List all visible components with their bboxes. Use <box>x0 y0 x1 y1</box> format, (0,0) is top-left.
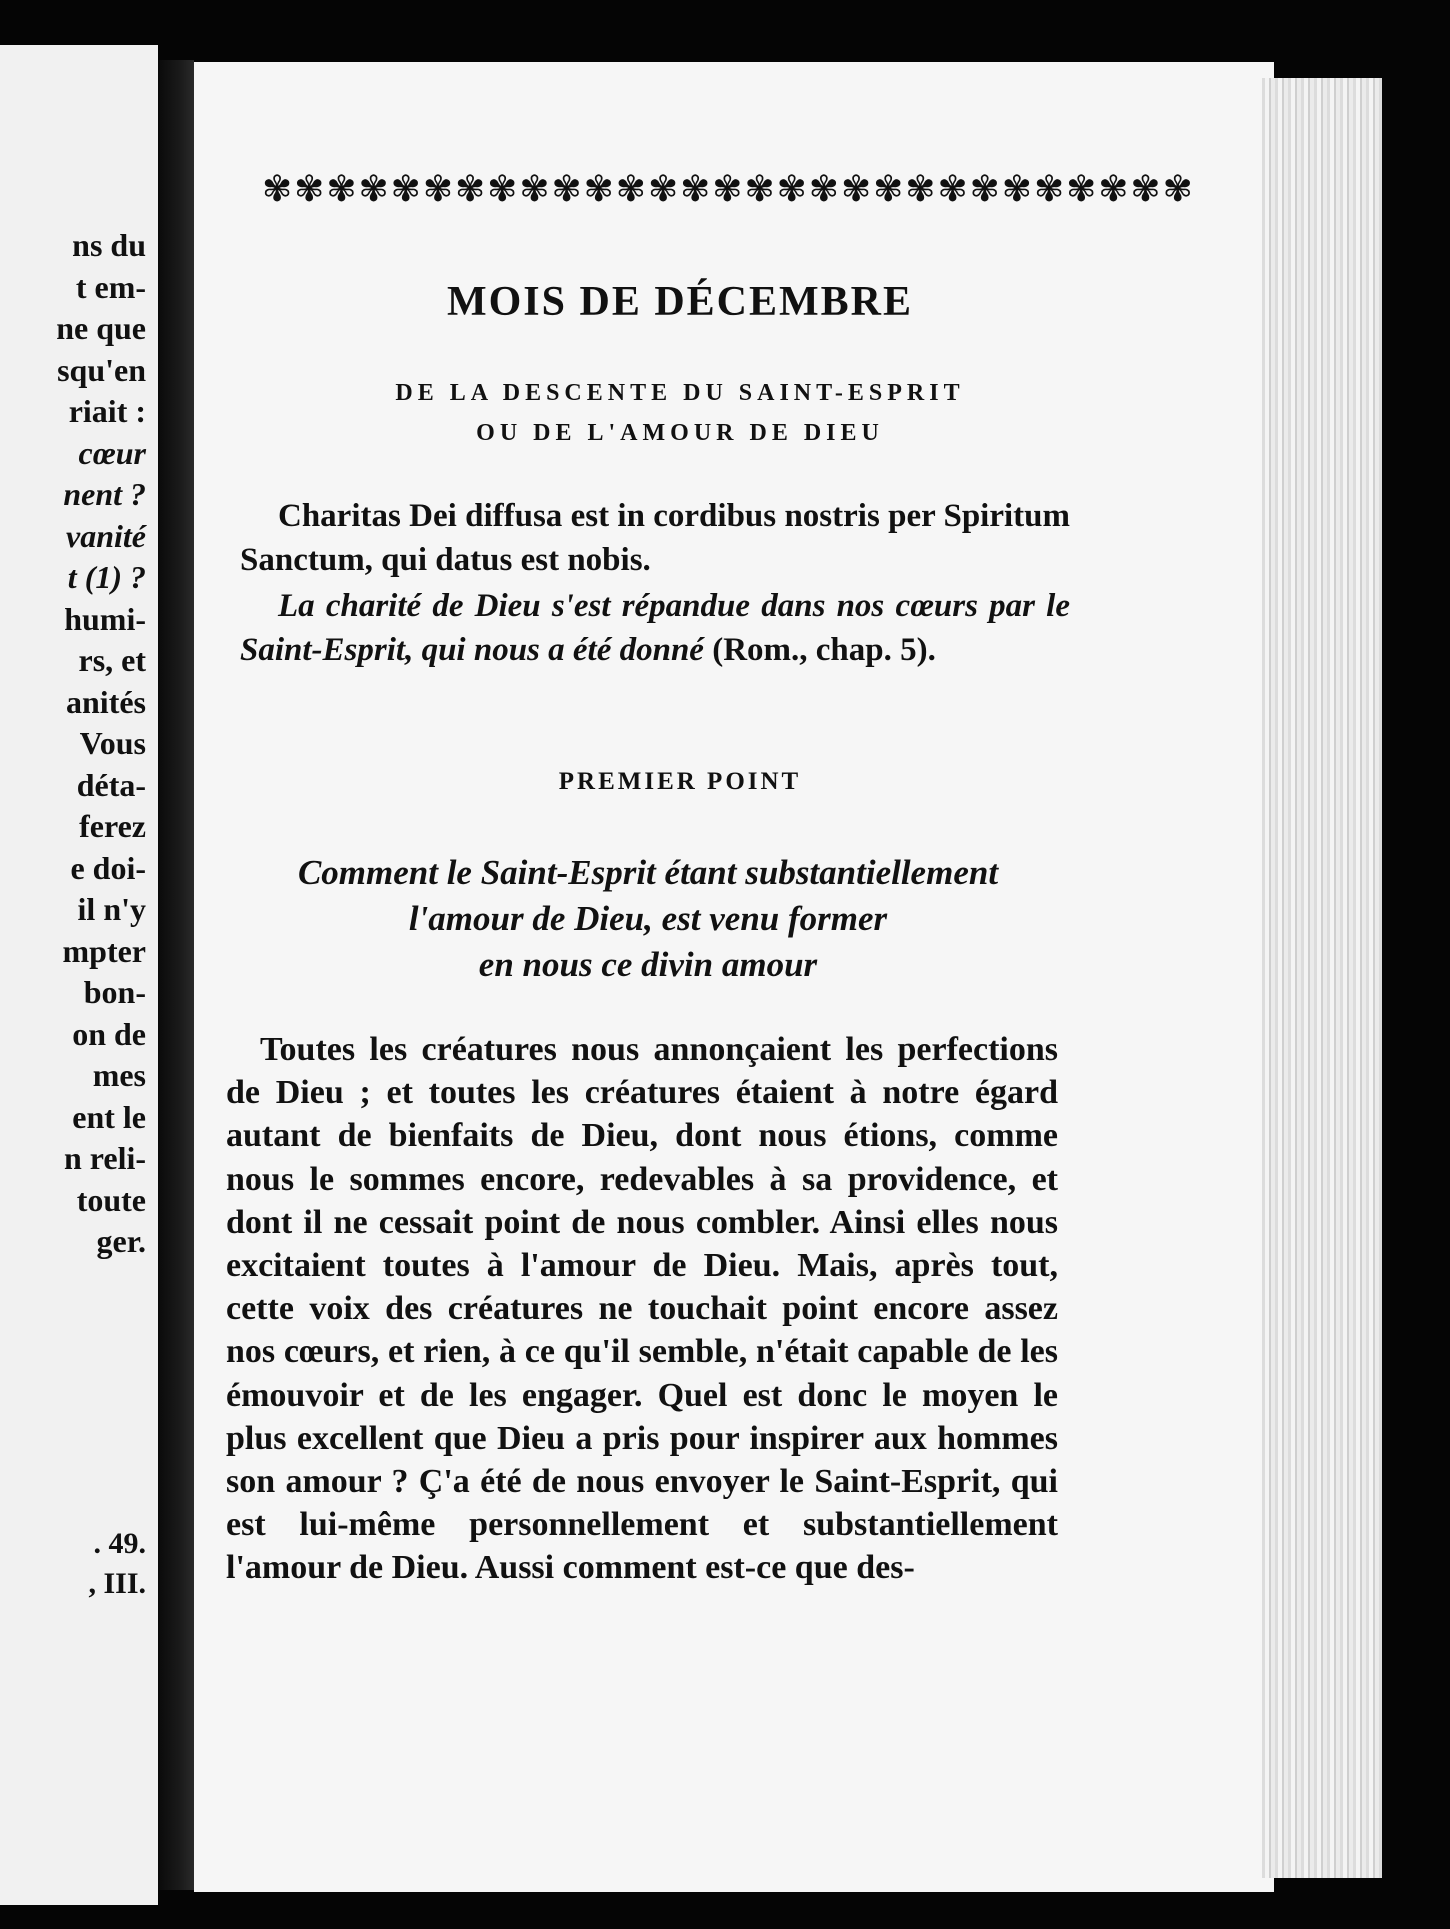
decorative-ornament-band: ✾✾✾✾✾✾✾✾✾✾✾✾✾✾✾✾✾✾✾✾✾✾✾✾✾✾✾✾✾ <box>262 169 1195 209</box>
previous-page-line: ent le <box>72 1098 146 1135</box>
footnote-ref-1: . 49. <box>93 1527 146 1560</box>
previous-page-line: ger. <box>96 1223 146 1259</box>
section-heading: PREMIER POINT <box>558 768 802 795</box>
chapter-subtitle-line-2: OU DE L'AMOUR DE DIEU <box>476 420 884 446</box>
latin-epigraph: Charitas Dei diffusa est in cordibus nostris per Spiritum Sanctum, qui datus est nobis. <box>240 498 1070 578</box>
previous-page-line: ns du <box>72 227 146 263</box>
section-subheading-line-3: en nous ce divin amour <box>478 945 818 984</box>
book-gutter <box>158 60 194 1890</box>
body-paragraph: Toutes les créatures nous annonçaient les perfections de Dieu ; et toutes les créatures étaient à notre égard autant de bienfaits de Dieu, dont nous étions, comme nous le sommes encore, redevables à sa providence, et dont il ne cessait point de nous combler. Ainsi elles nous excitaient toutes à l'amour de Dieu. Mais, après tout, cette voix des créatures ne touchait point encore assez nos cœurs, et rien, à ce qu'il semble, n'était capable de les émouvoir et de les engager. Quel est donc le moyen le plus excellent que Dieu a pris pour inspirer aux hommes son amour ? Ç'a été de nous envoyer le Saint-Esprit, qui est lui-même personnellement et substantiellement l'amour de Dieu. Aussi comment est-ce que des- <box>226 1031 1058 1587</box>
previous-page-line: toute <box>76 1181 146 1218</box>
previous-page-line: mpter <box>62 932 146 969</box>
previous-page-line: t (1) ? <box>67 559 146 595</box>
previous-page-line: cœur <box>78 434 146 471</box>
previous-page-line: bon- <box>83 974 146 1010</box>
previous-page-line: nent ? <box>63 476 146 512</box>
previous-page-line: riait : <box>68 393 146 429</box>
previous-page-line: il n'y <box>77 891 146 927</box>
footnote-ref-2: , III. <box>88 1567 146 1600</box>
previous-page-line: Vous <box>79 725 146 761</box>
page-title: MOIS DE DÉCEMBRE <box>446 279 914 325</box>
previous-page-line: humi- <box>64 600 146 637</box>
previous-page-line: e doi- <box>70 849 146 886</box>
page-edges <box>1262 78 1382 1878</box>
previous-page-line: ne que <box>56 310 146 346</box>
french-epigraph <box>240 584 1070 672</box>
previous-page-line: rs, et <box>78 642 146 678</box>
previous-page-line: déta- <box>76 766 146 803</box>
previous-page <box>0 45 158 1905</box>
previous-page-line: on de <box>72 1015 146 1052</box>
chapter-subtitle-line-1: DE LA DESCENTE DU SAINT-ESPRIT <box>395 380 965 406</box>
previous-page-line: ferez <box>79 808 146 844</box>
epigraph-reference: (Rom., chap. 5). <box>703 632 936 668</box>
previous-page-line: anités <box>66 683 146 720</box>
section-subheading-line-2: l'amour de Dieu, est venu former <box>408 899 888 938</box>
section-subheading-line-1: Comment le Saint-Esprit étant substantiellement <box>297 853 999 892</box>
previous-page-line: vanité <box>66 517 146 554</box>
previous-page-line: n reli- <box>63 1140 146 1176</box>
previous-page-line: t em- <box>75 268 146 305</box>
previous-page-line: squ'en <box>57 351 146 388</box>
section-subheading <box>228 850 1068 988</box>
previous-page-line: mes <box>92 1057 146 1093</box>
french-epigraph-text: La charité de Dieu s'est répandue dans nos cœurs par le Saint-Esprit, qui nous a été donné <box>240 588 1070 668</box>
